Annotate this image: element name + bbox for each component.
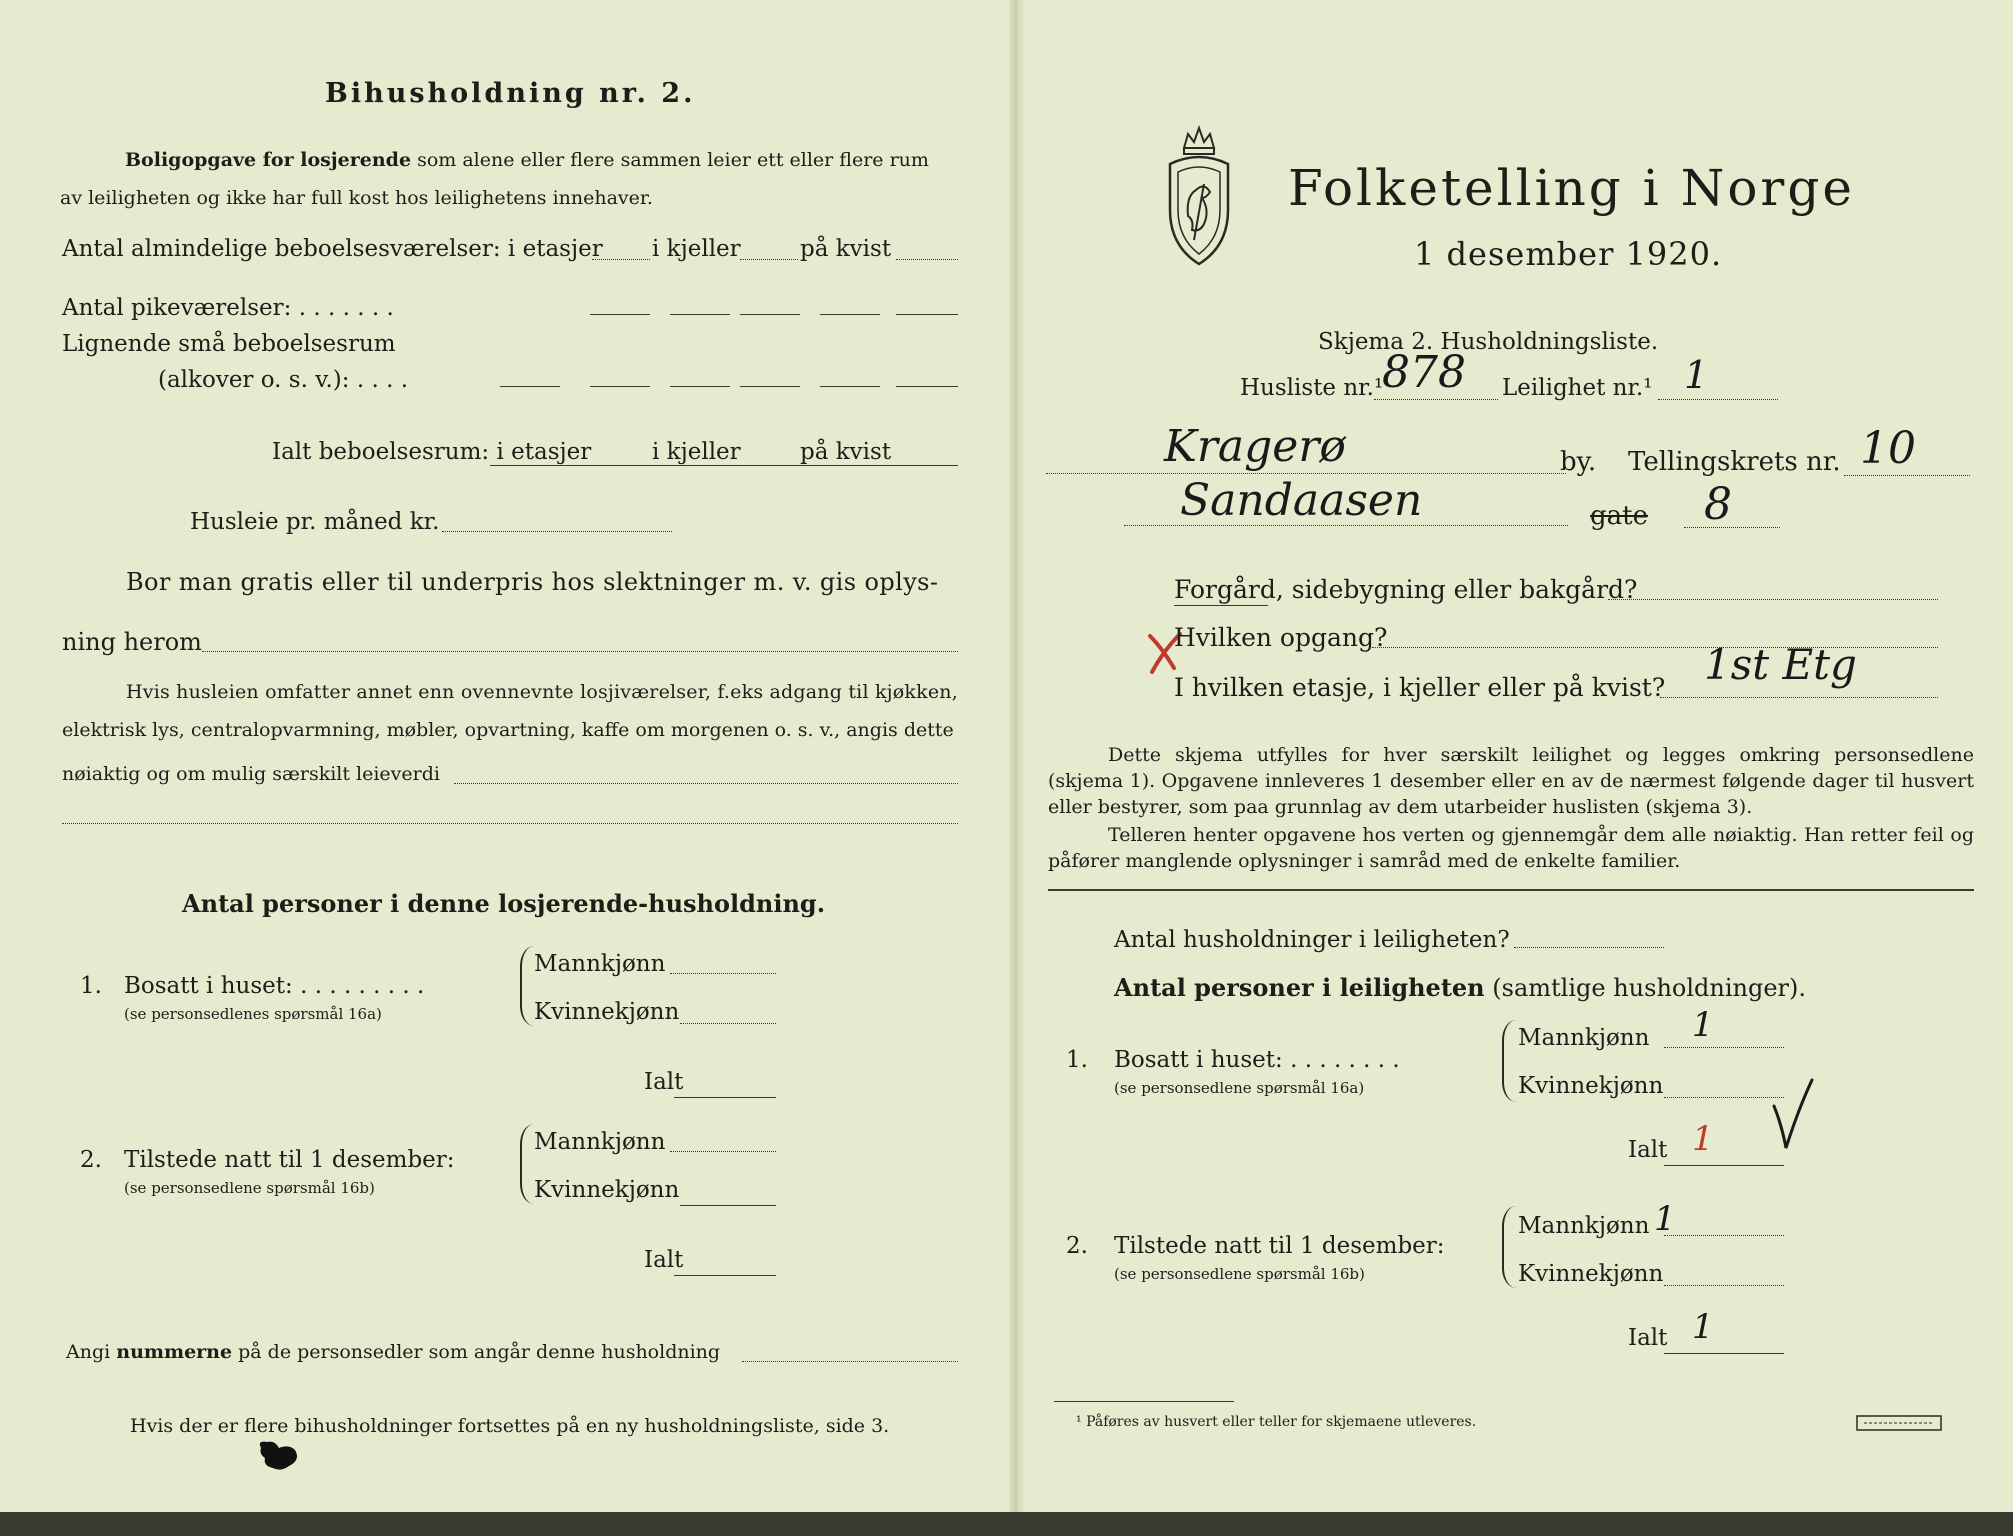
right-persons-heading-bold: Antal personer i leiligheten [1114, 973, 1485, 1002]
footnote: ¹ Påføres av husvert eller teller for skjemaene utleveres. [1076, 1414, 1477, 1430]
husliste-label: Husliste nr.¹ [1240, 375, 1384, 401]
r-q2-label: Tilstede natt til 1 desember: [1114, 1233, 1445, 1259]
stamp-icon [1856, 1414, 1944, 1434]
angi-line [66, 1340, 720, 1364]
etasje-label: I hvilken etasje, i kjeller eller på kvist? [1174, 673, 1666, 702]
lignende-line-1: Lignende små beboelsesrum [62, 331, 396, 357]
ialt-rooms-label: Ialt beboelsesrum: i etasjer [272, 439, 592, 465]
gratis-line-2: ning herom [62, 628, 202, 656]
r-q1-sub: (se personsedlene spørsmål 16a) [1114, 1079, 1365, 1097]
right-persons-heading-rest: (samtlige husholdninger). [1492, 974, 1807, 1002]
main-date: 1 desember 1920. [1414, 235, 1723, 273]
gratis-line-1: Bor man gratis eller til underpris hos slektninger m. v. gis oplys- [126, 568, 939, 596]
husliste-value: 878 [1382, 347, 1466, 398]
r-q1-num: 1. [1066, 1047, 1088, 1073]
r-q2-mann-value: 1 [1654, 1199, 1676, 1239]
hvis-line-2: elektrisk lys, centralopvarmning, møbler, opvartning, kaffe om morgenen o. s. v., angis dette [62, 719, 954, 741]
q2-label: Tilstede natt til 1 desember: [124, 1147, 455, 1173]
r-q1-ialt-value: 1 [1692, 1119, 1714, 1159]
right-page [1024, 0, 2013, 1512]
q2-num: 2. [80, 1147, 102, 1173]
ialt-rooms-kjeller: i kjeller [652, 439, 741, 465]
r-q2-kvinne-label: Kvinnekjønn [1518, 1261, 1664, 1287]
leilighet-label: Leilighet nr.¹ [1502, 375, 1653, 401]
angi-pre: Angi [66, 1341, 111, 1363]
q2-sub: (se personsedlene spørsmål 16b) [124, 1179, 375, 1197]
leilighet-value: 1 [1684, 353, 1709, 397]
angi-bold: nummerne [116, 1341, 233, 1363]
hvis-line-1: Hvis husleien omfatter annet enn ovennevnte losjiværelser, f.eks adgang til kjøkken, [126, 681, 958, 703]
q2-mann-label: Mannkjønn [534, 1129, 666, 1155]
intro-bold: Boligopgave for losjerende [125, 149, 412, 171]
instructions-1: Dette skjema utfylles for hver særskilt leilighet og legges omkring personsedlene (skjema 1). Opgavene innleveres 1 desember eller en av de nærmest følgende dager til husvert eller bestyrer, som paa grunnlag av dem utarbeider huslisten (skjema 3). [1048, 744, 1974, 818]
husleie-label: Husleie pr. måned kr. [190, 509, 440, 535]
city-value: Kragerø [1164, 421, 1346, 472]
gate-value: 8 [1704, 479, 1732, 530]
q1-brace [520, 946, 534, 1026]
angi-rest: på de personsedler som angår denne husholdning [238, 1341, 721, 1363]
pike-label: Antal pikeværelser: . . . . . . . [62, 295, 394, 321]
forgard-label: Forgård, sidebygning eller bakgård? [1174, 575, 1638, 604]
r-q2-brace [1502, 1206, 1516, 1288]
by-label: by. [1560, 447, 1597, 477]
q1-label: Bosatt i huset: . . . . . . . . . [124, 973, 425, 999]
rooms-kjeller-label: i kjeller [652, 236, 741, 262]
intro-rest: som alene eller flere sammen leier ett eller flere rum [417, 149, 929, 171]
r-q1-kvinne-label: Kvinnekjønn [1518, 1073, 1664, 1099]
flere-note: Hvis der er flere bihusholdninger fortsettes på en ny husholdningsliste, side 3. [130, 1415, 890, 1437]
main-title: Folketelling i Norge [1288, 159, 1855, 217]
q2-ialt-label: Ialt [644, 1247, 684, 1273]
gate-strike: gate [1590, 501, 1648, 531]
etasje-value: 1st Etg [1704, 640, 1857, 689]
q1-ialt-label: Ialt [644, 1069, 684, 1095]
q1-sub: (se personsedlenes spørsmål 16a) [124, 1005, 382, 1023]
center-fold [1009, 0, 1025, 1512]
opgang-label: Hvilken opgang? [1174, 623, 1388, 652]
persons-heading: Antal personer i denne losjerende-husholdning. [182, 889, 826, 918]
intro-line-1 [125, 148, 929, 172]
left-page [0, 0, 1010, 1512]
q2-kvinne-label: Kvinnekjønn [534, 1177, 680, 1203]
right-persons-heading [1114, 974, 1806, 1002]
ialt-rooms-kvist: på kvist [800, 439, 892, 465]
intro-line-2: av leiligheten og ikke har full kost hos leilighetens innehaver. [60, 187, 653, 209]
r-q1-label: Bosatt i huset: . . . . . . . . [1114, 1047, 1400, 1073]
q1-num: 1. [80, 973, 102, 999]
gate-label [1590, 502, 1691, 530]
schema-title: Skjema 2. Husholdningsliste. [1318, 329, 1659, 355]
q2-brace [520, 1124, 534, 1204]
instructions-2: Telleren henter opgavene hos verten og gjennemgår dem alle nøiaktig. Han retter feil og påfører manglende oplysninger i samråd med de enkelte familier. [1048, 824, 1974, 872]
r-q1-brace [1502, 1020, 1516, 1102]
r-q2-num: 2. [1066, 1233, 1088, 1259]
hvis-line-3: nøiaktig og om mulig særskilt leieverdi [62, 763, 440, 785]
street-value: Sandaasen [1180, 475, 1423, 526]
r-q1-ialt-label: Ialt [1628, 1137, 1668, 1163]
rooms-label: Antal almindelige beboelsesværelser: i etasjer [62, 236, 603, 262]
checkmark-icon [1768, 1076, 1818, 1156]
coat-of-arms-icon [1164, 120, 1234, 270]
tellingskrets-value: 10 [1860, 423, 1916, 474]
q1-mann-label: Mannkjønn [534, 951, 666, 977]
r-q2-ialt-value: 1 [1692, 1307, 1714, 1347]
tellingskrets-label: Tellingskrets nr. [1628, 447, 1841, 477]
lignende-line-2: (alkover o. s. v.): . . . . [158, 367, 409, 393]
q1-kvinne-label: Kvinnekjønn [534, 999, 680, 1025]
rooms-kvist-label: på kvist [800, 236, 892, 262]
r-q1-mann-label: Mannkjønn [1518, 1025, 1650, 1051]
left-title: Bihusholdning nr. 2. [325, 78, 696, 109]
r-q2-mann-label: Mannkjønn [1518, 1213, 1650, 1239]
antal-hush-label: Antal husholdninger i leiligheten? [1114, 927, 1510, 953]
r-q2-ialt-label: Ialt [1628, 1325, 1668, 1351]
ink-blot-icon [255, 1438, 305, 1474]
r-q1-mann-value: 1 [1692, 1005, 1714, 1045]
r-q2-sub: (se personsedlene spørsmål 16b) [1114, 1265, 1365, 1283]
